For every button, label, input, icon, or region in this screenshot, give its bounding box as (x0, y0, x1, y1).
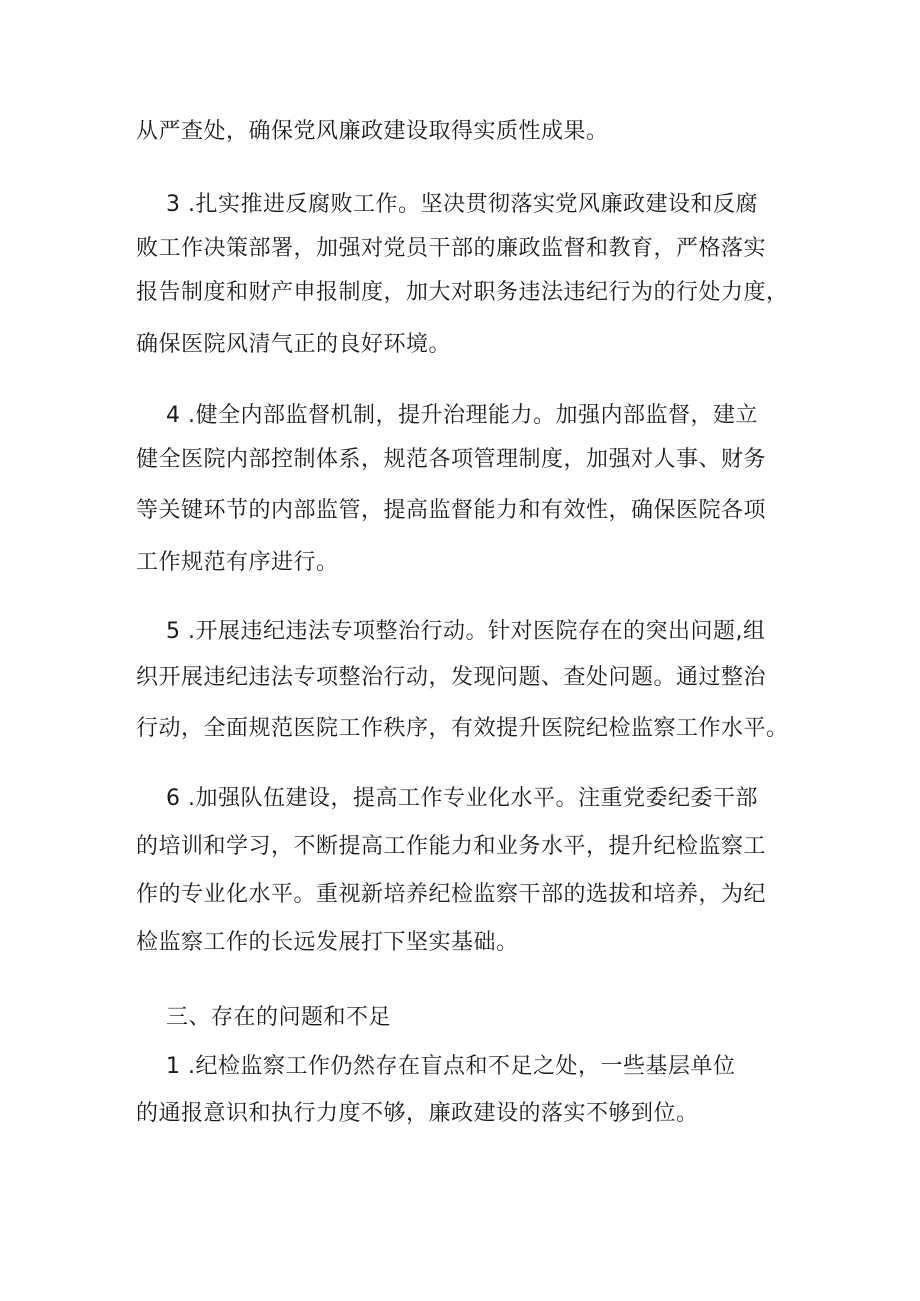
item-4-line-2: 健全医院内部控制体系，规范各项管理制度，加强对人事、财务 (136, 447, 767, 472)
item-5-line-3: 行动，全面规范医院工作秩序，有效提升医院纪检监察工作水平。 (136, 716, 789, 741)
item-3-line-4: 确保医院风清气正的良好环境。 (136, 332, 452, 357)
problem-1-line-2: 的通报意识和执行力度不够，廉政建设的落实不够到位。 (136, 1101, 699, 1126)
section-heading: 三、存在的问题和不足 (166, 1005, 392, 1030)
item-3-line-3: 报告制度和财产申报制度，加大对职务违法违纪行为的行处力度， (136, 280, 789, 305)
item-3-line-1: 3 .扎实推进反腐败工作。坚决贯彻落实党风廉政建设和反腐 (166, 192, 758, 217)
item-4-line-4: 工作规范有序进行。 (136, 550, 339, 575)
problem-1-line-1: 1 .纪检监察工作仍然存在盲点和不足之处，一些基层单位 (166, 1054, 736, 1079)
item-6-line-3: 作的专业化水平。重视新培养纪检监察干部的选拔和培养，为纪 (136, 882, 767, 907)
paragraph-continuation-line: 从严查处，确保党风廉政建设取得实质性成果。 (136, 119, 609, 144)
item-6-line-2: 的培训和学习，不断提高工作能力和业务水平，提升纪检监察工 (136, 834, 767, 859)
item-6-line-4: 检监察工作的长远发展打下坚实基础。 (136, 930, 519, 955)
item-5-line-2: 织开展违纪违法专项整治行动，发现问题、查处问题。通过整治 (136, 665, 767, 690)
item-4-line-3: 等关键环节的内部监管，提高监督能力和有效性，确保医院各项 (136, 498, 767, 523)
item-6-line-1: 6 .加强队伍建设，提高工作专业化水平。注重党委纪委干部 (166, 786, 758, 811)
item-3-line-2: 败工作决策部署，加强对党员干部的廉政监督和教育，严格落实 (136, 236, 767, 261)
item-5-line-1: 5 .开展违纪违法专项整治行动。针对医院存在的突出问题,组 (166, 619, 766, 644)
item-4-line-1: 4 .健全内部监督机制，提升治理能力。加强内部监督，建立 (166, 403, 758, 428)
